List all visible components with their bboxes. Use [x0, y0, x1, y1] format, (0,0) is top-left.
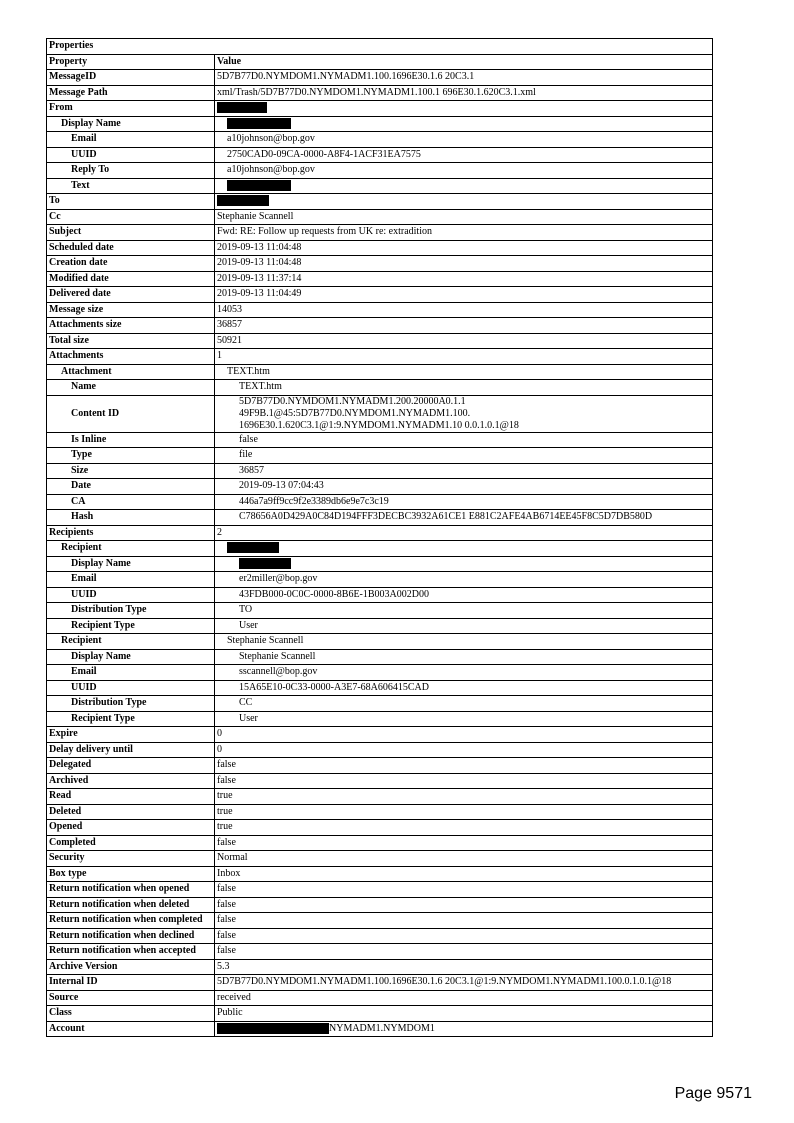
- property-value: [215, 271, 713, 287]
- property-name: Modified date: [47, 271, 215, 287]
- property-name: Cc: [47, 209, 215, 225]
- property-value: [215, 618, 713, 634]
- table-row: [47, 804, 713, 820]
- table-row: [47, 194, 713, 210]
- property-value-text: Stephanie Scannell: [239, 650, 316, 662]
- property-value-text: received: [217, 991, 251, 1003]
- property-name: UUID: [47, 680, 215, 696]
- property-value-text: CC: [239, 697, 253, 709]
- property-name: Return notification when declined: [47, 928, 215, 944]
- property-name: Content ID: [47, 395, 215, 432]
- properties-table: [46, 38, 713, 1037]
- property-name: Email: [47, 132, 215, 148]
- table-row: [47, 820, 713, 836]
- property-value: [215, 944, 713, 960]
- property-value-text: Normal: [217, 852, 248, 864]
- property-value-text: a10johnson@bop.gov: [227, 164, 315, 176]
- property-name: Recipient Type: [47, 711, 215, 727]
- property-value-text: false: [217, 759, 236, 771]
- property-name: Attachment: [47, 364, 215, 380]
- property-value-text: 2: [217, 526, 222, 538]
- table-row: [47, 680, 713, 696]
- property-name: Text: [47, 178, 215, 194]
- property-value: [215, 194, 713, 210]
- property-value: [215, 302, 713, 318]
- property-value-text: false: [217, 836, 236, 848]
- property-name: Email: [47, 665, 215, 681]
- property-value-text: true: [217, 821, 233, 833]
- property-name: Creation date: [47, 256, 215, 272]
- property-name: Delay delivery until: [47, 742, 215, 758]
- table-row: [47, 479, 713, 495]
- property-name: CA: [47, 494, 215, 510]
- property-name: Recipient Type: [47, 618, 215, 634]
- redaction-box: [227, 180, 291, 191]
- property-value: [215, 727, 713, 743]
- property-name: From: [47, 101, 215, 117]
- property-name: Date: [47, 479, 215, 495]
- property-value: [215, 448, 713, 464]
- property-value-text: User: [239, 619, 258, 631]
- property-value-text: TO: [239, 604, 253, 616]
- property-value: [215, 665, 713, 681]
- property-name: Distribution Type: [47, 603, 215, 619]
- property-value-text: 2019-09-13 11:37:14: [217, 272, 302, 284]
- property-value-text: xml/Trash/5D7B77D0.NYMDOM1.NYMADM1.100.1 696E30.1.620C3.1.xml: [217, 86, 536, 98]
- property-name: Deleted: [47, 804, 215, 820]
- property-value: [215, 603, 713, 619]
- table-row: [47, 116, 713, 132]
- property-value-text: false: [217, 774, 236, 786]
- property-value: [215, 333, 713, 349]
- property-value: [215, 572, 713, 588]
- property-value: [215, 364, 713, 380]
- table-row: [47, 556, 713, 572]
- table-row: [47, 432, 713, 448]
- property-value: [215, 990, 713, 1006]
- property-value: [215, 587, 713, 603]
- table-row: [47, 541, 713, 557]
- page-number: Page 9571: [674, 1085, 752, 1102]
- property-name: Expire: [47, 727, 215, 743]
- property-value: [215, 742, 713, 758]
- property-value-text: Fwd: RE: Follow up requests from UK re: extradition: [217, 226, 432, 238]
- property-value-text: NYMADM1.NYMDOM1: [329, 1022, 435, 1034]
- property-value: [215, 804, 713, 820]
- property-value: [215, 789, 713, 805]
- property-value-text: false: [239, 433, 258, 445]
- property-name: Read: [47, 789, 215, 805]
- table-header-row: [47, 54, 713, 70]
- property-value-text: false: [217, 945, 236, 957]
- property-name: Archived: [47, 773, 215, 789]
- property-value-text: true: [217, 805, 233, 817]
- table-row: [47, 271, 713, 287]
- property-value-text: file: [239, 449, 253, 461]
- table-row: [47, 256, 713, 272]
- property-value-text: Public: [217, 1007, 243, 1019]
- property-name: Source: [47, 990, 215, 1006]
- property-value: [215, 85, 713, 101]
- property-value-text: User: [239, 712, 258, 724]
- table-row: [47, 711, 713, 727]
- property-value-text: false: [217, 898, 236, 910]
- property-name: Message size: [47, 302, 215, 318]
- property-value: [215, 1021, 713, 1037]
- property-name: Scheduled date: [47, 240, 215, 256]
- table-row: [47, 364, 713, 380]
- property-name: Delivered date: [47, 287, 215, 303]
- property-name: Reply To: [47, 163, 215, 179]
- table-row: [47, 944, 713, 960]
- property-name: Delegated: [47, 758, 215, 774]
- redaction-box: [227, 118, 291, 129]
- property-value: [215, 318, 713, 334]
- property-value-text: false: [217, 929, 236, 941]
- table-row: [47, 302, 713, 318]
- table-row: [47, 463, 713, 479]
- property-value-text: false: [217, 914, 236, 926]
- property-value-text: true: [217, 790, 233, 802]
- table-row: [47, 603, 713, 619]
- property-value: [215, 913, 713, 929]
- property-value-text: 5.3: [217, 960, 230, 972]
- property-value: [215, 541, 713, 557]
- property-value: [215, 882, 713, 898]
- redaction-box: [239, 558, 291, 569]
- property-value-text: 446a7a9ff9cc9f2e3389db6e9e7c3c19: [239, 495, 389, 507]
- property-name: Account: [47, 1021, 215, 1037]
- property-value-text: 0: [217, 743, 222, 755]
- property-value: [215, 287, 713, 303]
- table-row: [47, 928, 713, 944]
- property-name: Size: [47, 463, 215, 479]
- table-row: [47, 448, 713, 464]
- table-row: [47, 163, 713, 179]
- property-value-text: C78656A0D429A0C84D194FFF3DECBC3932A61CE1 E881C2AFE4AB6714EE45F8C5D7DB580D: [239, 511, 653, 523]
- table-row: [47, 380, 713, 396]
- table-row: [47, 349, 713, 365]
- table-row: [47, 758, 713, 774]
- table-row: [47, 209, 713, 225]
- property-name: Distribution Type: [47, 696, 215, 712]
- property-value-text: 5D7B77D0.NYMDOM1.NYMADM1.200.20000A0.1.1 49F9B.1@45:5D7B77D0.NYMDOM1.NYMADM1.100. 1696E30.1.620C3.1@1:9.NYMDOM1.NYMADM1.10 0.0.1.0.1@18: [239, 395, 519, 431]
- property-name: Return notification when accepted: [47, 944, 215, 960]
- property-name: Archive Version: [47, 959, 215, 975]
- property-value: [215, 773, 713, 789]
- property-value-text: 36857: [217, 319, 242, 331]
- property-name: Recipient: [47, 634, 215, 650]
- property-value-text: 2019-09-13 11:04:48: [217, 241, 302, 253]
- property-name: Completed: [47, 835, 215, 851]
- property-value-text: false: [217, 883, 236, 895]
- property-value: [215, 634, 713, 650]
- property-value: [215, 116, 713, 132]
- property-name: Security: [47, 851, 215, 867]
- property-value: [215, 820, 713, 836]
- property-value-text: Stephanie Scannell: [217, 210, 294, 222]
- property-value: [215, 240, 713, 256]
- property-name: Recipients: [47, 525, 215, 541]
- property-value-text: 5D7B77D0.NYMDOM1.NYMADM1.100.1696E30.1.6 20C3.1: [217, 71, 475, 83]
- property-value-text: Inbox: [217, 867, 241, 879]
- redaction-box: [227, 542, 279, 553]
- table-row: [47, 959, 713, 975]
- property-value: [215, 510, 713, 526]
- table-row: [47, 990, 713, 1006]
- property-value: [215, 494, 713, 510]
- table-row: [47, 333, 713, 349]
- redaction-box: [217, 195, 269, 206]
- table-row: [47, 572, 713, 588]
- property-value: [215, 835, 713, 851]
- table-row: [47, 789, 713, 805]
- table-row: [47, 696, 713, 712]
- property-name: Recipient: [47, 541, 215, 557]
- property-name: UUID: [47, 587, 215, 603]
- property-value-text: 43FDB000-0C0C-0000-8B6E-1B003A002D00: [239, 588, 430, 600]
- property-name: Hash: [47, 510, 215, 526]
- property-value: [215, 696, 713, 712]
- table-row: [47, 70, 713, 86]
- table-title: Properties: [47, 39, 713, 55]
- property-value-text: er2miller@bop.gov: [239, 573, 318, 585]
- property-value-text: TEXT.htm: [239, 381, 282, 393]
- property-value: [215, 225, 713, 241]
- property-value: [215, 866, 713, 882]
- property-name: Internal ID: [47, 975, 215, 991]
- property-value: [215, 432, 713, 448]
- property-value: [215, 1006, 713, 1022]
- property-name: Is Inline: [47, 432, 215, 448]
- property-name: Class: [47, 1006, 215, 1022]
- property-value: [215, 147, 713, 163]
- property-value-text: 2019-09-13 07:04:43: [239, 480, 324, 492]
- property-value: [215, 975, 713, 991]
- property-value: [215, 132, 713, 148]
- table-row: [47, 773, 713, 789]
- property-value: [215, 711, 713, 727]
- table-title-row: [47, 39, 713, 55]
- property-name: Return notification when deleted: [47, 897, 215, 913]
- table-row: [47, 510, 713, 526]
- property-value-text: Stephanie Scannell: [227, 635, 304, 647]
- table-row: [47, 240, 713, 256]
- property-value-text: TEXT.htm: [227, 365, 270, 377]
- redaction-box: [217, 1023, 329, 1034]
- property-value-text: 36857: [239, 464, 264, 476]
- property-value-text: 0: [217, 728, 222, 740]
- property-value: [215, 928, 713, 944]
- property-value: [215, 525, 713, 541]
- property-name: Display Name: [47, 556, 215, 572]
- table-row: [47, 85, 713, 101]
- property-value-text: 15A65E10-0C33-0000-A3E7-68A606415CAD: [239, 681, 429, 693]
- property-value: [215, 70, 713, 86]
- property-name: Total size: [47, 333, 215, 349]
- property-name: Box type: [47, 866, 215, 882]
- property-name: Opened: [47, 820, 215, 836]
- table-row: [47, 132, 713, 148]
- property-value: [215, 556, 713, 572]
- table-row: [47, 101, 713, 117]
- property-value-text: 2019-09-13 11:04:48: [217, 257, 302, 269]
- table-row: [47, 975, 713, 991]
- property-name: UUID: [47, 147, 215, 163]
- table-row: [47, 634, 713, 650]
- table-row: [47, 727, 713, 743]
- column-header-value: Value: [215, 54, 713, 70]
- property-value: [215, 463, 713, 479]
- table-row: [47, 287, 713, 303]
- property-value: [215, 209, 713, 225]
- property-value-text: 1: [217, 350, 222, 362]
- table-row: [47, 851, 713, 867]
- property-value: [215, 380, 713, 396]
- table-row: [47, 178, 713, 194]
- property-value: [215, 395, 713, 432]
- property-value-text: 5D7B77D0.NYMDOM1.NYMADM1.100.1696E30.1.6 20C3.1@1:9.NYMDOM1.NYMADM1.100.0.1.0.1@18: [217, 976, 672, 988]
- table-row: [47, 618, 713, 634]
- property-name: Message Path: [47, 85, 215, 101]
- table-row: [47, 147, 713, 163]
- property-value: [215, 349, 713, 365]
- property-name: MessageID: [47, 70, 215, 86]
- property-value: [215, 897, 713, 913]
- property-value: [215, 959, 713, 975]
- table-row: [47, 587, 713, 603]
- table-row: [47, 649, 713, 665]
- property-value-text: a10johnson@bop.gov: [227, 133, 315, 145]
- property-value-text: 2750CAD0-09CA-0000-A8F4-1ACF31EA7575: [227, 148, 421, 160]
- table-row: [47, 525, 713, 541]
- table-row: [47, 318, 713, 334]
- property-value-text: 50921: [217, 334, 242, 346]
- property-value: [215, 649, 713, 665]
- property-name: To: [47, 194, 215, 210]
- property-value-text: 2019-09-13 11:04:49: [217, 288, 302, 300]
- table-row: [47, 225, 713, 241]
- property-value: [215, 163, 713, 179]
- column-header-property: Property: [47, 54, 215, 70]
- table-row: [47, 1021, 713, 1037]
- property-value: [215, 178, 713, 194]
- property-name: Subject: [47, 225, 215, 241]
- table-row: [47, 665, 713, 681]
- table-row: [47, 835, 713, 851]
- table-row: [47, 866, 713, 882]
- table-row: [47, 882, 713, 898]
- property-value: [215, 101, 713, 117]
- table-row: [47, 395, 713, 432]
- property-name: Attachments: [47, 349, 215, 365]
- table-row: [47, 742, 713, 758]
- property-name: Display Name: [47, 649, 215, 665]
- table-row: [47, 494, 713, 510]
- property-name: Return notification when opened: [47, 882, 215, 898]
- property-name: Attachments size: [47, 318, 215, 334]
- table-row: [47, 897, 713, 913]
- property-value: [215, 680, 713, 696]
- redaction-box: [217, 102, 267, 113]
- property-name: Display Name: [47, 116, 215, 132]
- property-value-text: sscannell@bop.gov: [239, 666, 318, 678]
- property-value: [215, 758, 713, 774]
- property-name: Return notification when completed: [47, 913, 215, 929]
- properties-table-body: [47, 39, 713, 1037]
- property-value: [215, 479, 713, 495]
- property-name: Email: [47, 572, 215, 588]
- property-name: Type: [47, 448, 215, 464]
- property-value: [215, 256, 713, 272]
- table-row: [47, 1006, 713, 1022]
- property-name: Name: [47, 380, 215, 396]
- property-value: [215, 851, 713, 867]
- table-row: [47, 913, 713, 929]
- property-value-text: 14053: [217, 303, 242, 315]
